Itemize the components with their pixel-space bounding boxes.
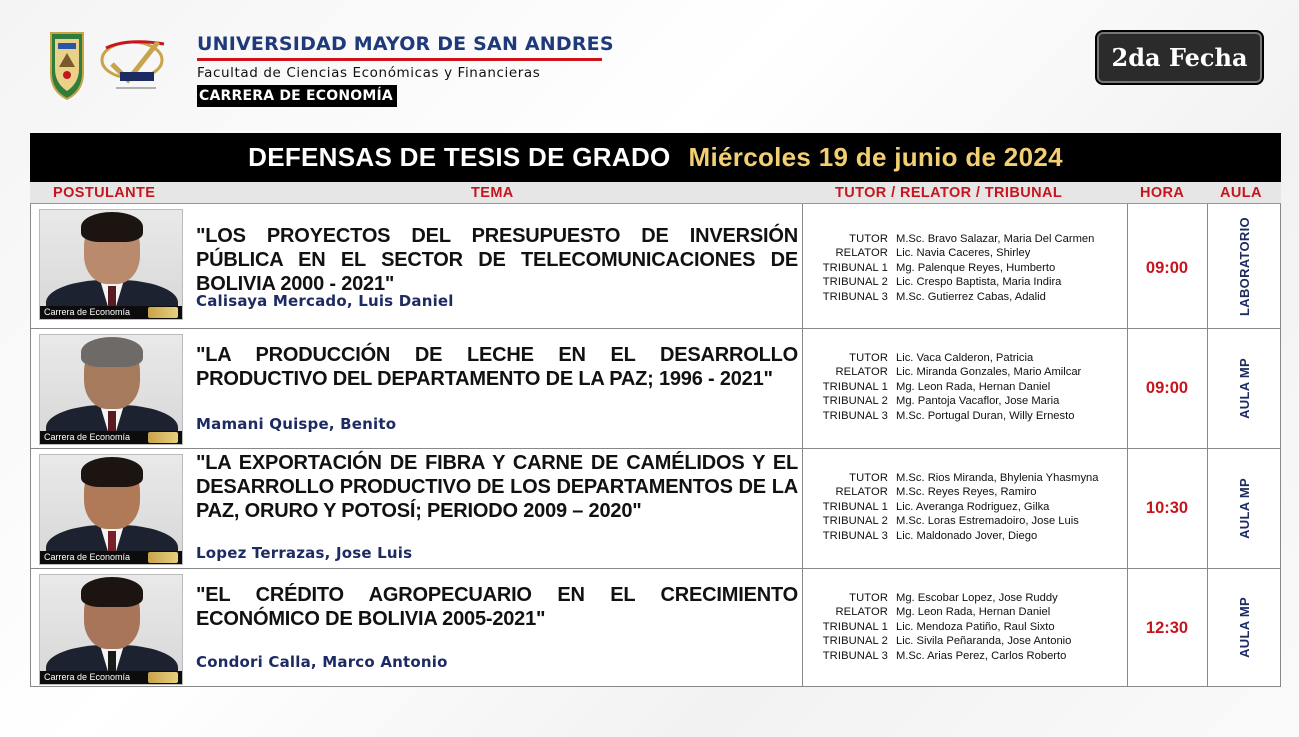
university-underline	[197, 58, 602, 61]
thesis-topic	[196, 451, 798, 523]
committee-role: RELATOR	[835, 486, 888, 499]
committee-role: TRIBUNAL 3	[822, 290, 888, 303]
candidate-photo	[39, 574, 183, 685]
committee-list	[803, 591, 1127, 663]
thesis-topic	[196, 343, 798, 391]
candidate-photo	[39, 454, 183, 565]
table-row	[31, 204, 1280, 328]
committee-member-name: Lic. Mendoza Patiño, Raul Sixto	[896, 620, 1055, 633]
column-headers	[30, 182, 1281, 204]
photo-logo-icon	[148, 552, 178, 563]
fecha-badge: 2da Fecha	[1095, 30, 1264, 85]
candidate-name: Condori Calla, Marco Antonio	[196, 653, 448, 671]
committee-list	[803, 232, 1127, 304]
committee-role: TRIBUNAL 1	[822, 380, 888, 393]
committee-row	[803, 246, 1127, 260]
committee-role: TRIBUNAL 3	[822, 529, 888, 542]
committee-member-name: Mg. Palenque Reyes, Humberto	[896, 261, 1056, 274]
committee-row	[803, 380, 1127, 394]
defense-time: 09:00	[1145, 259, 1189, 277]
defense-room	[1208, 569, 1281, 686]
committee-member-name: Lic. Maldonado Jover, Diego	[896, 529, 1038, 542]
committee-row	[803, 634, 1127, 648]
committee-row	[803, 605, 1127, 619]
thesis-schedule-table	[30, 133, 1281, 688]
defense-room	[1208, 449, 1281, 568]
committee-role: TUTOR	[849, 472, 888, 484]
title-bar	[30, 133, 1281, 182]
room-label: LABORATORIO	[1237, 216, 1252, 316]
committee-role: TRIBUNAL 1	[822, 620, 888, 633]
thesis-title: "EL CRÉDITO AGROPECUARIO EN EL CRECIMIENTO ECONÓMICO DE BOLIVIA 2005-2021"	[196, 584, 798, 630]
committee-member-name: Lic. Crespo Baptista, Maria Indira	[896, 276, 1062, 289]
committee-row	[803, 365, 1127, 379]
committee-role: TRIBUNAL 2	[822, 276, 888, 289]
committee-row	[803, 529, 1127, 543]
economia-logo	[98, 34, 172, 92]
committee-member-name: Mg. Leon Rada, Hernan Daniel	[896, 606, 1051, 619]
committee-row	[803, 500, 1127, 514]
committee-role: TRIBUNAL 3	[822, 649, 888, 662]
career-name: CARRERA DE ECONOMÍA	[197, 85, 397, 107]
defense-room	[1208, 329, 1281, 448]
committee-role: TRIBUNAL 2	[822, 635, 888, 648]
photo-logo-icon	[148, 307, 178, 318]
committee-row	[803, 275, 1127, 289]
table-body	[30, 204, 1281, 687]
photo-caption: Carrera de Economía	[40, 671, 182, 684]
committee-row	[803, 394, 1127, 408]
page-header	[0, 0, 1299, 125]
table-row	[31, 568, 1280, 686]
committee-row	[803, 485, 1127, 499]
candidate-photo	[39, 334, 183, 445]
page-title: DEFENSAS DE TESIS DE GRADO	[248, 142, 671, 172]
university-name: UNIVERSIDAD MAYOR DE SAN ANDRES	[197, 33, 614, 55]
col-header-postulante: POSTULANTE	[53, 185, 156, 201]
thesis-title: "LA PRODUCCIÓN DE LECHE EN EL DESARROLLO PRODUCTIVO DEL DEPARTAMENTO DE LA PAZ; 1996 - 2021"	[196, 344, 798, 390]
committee-member-name: M.Sc. Portugal Duran, Willy Ernesto	[896, 409, 1075, 422]
committee-row	[803, 649, 1127, 663]
committee-role: RELATOR	[835, 366, 888, 379]
committee-member-name: Mg. Leon Rada, Hernan Daniel	[896, 380, 1051, 393]
committee-row	[803, 409, 1127, 423]
faculty-name: Facultad de Ciencias Económicas y Financieras	[197, 65, 541, 81]
committee-row	[803, 620, 1127, 634]
umsa-crest-logo	[47, 29, 87, 101]
room-label: AULA MP	[1237, 358, 1252, 419]
photo-caption: Carrera de Economía	[40, 551, 182, 564]
committee-row	[803, 471, 1127, 485]
committee-member-name: Lic. Vaca Calderon, Patricia	[896, 352, 1034, 364]
committee-row	[803, 290, 1127, 304]
committee-member-name: M.Sc. Rios Miranda, Bhylenia Yhasmyna	[896, 472, 1099, 484]
col-header-tutor: TUTOR / RELATOR / TRIBUNAL	[835, 185, 1063, 201]
defense-room	[1208, 204, 1281, 328]
committee-role: RELATOR	[835, 606, 888, 619]
committee-member-name: M.Sc. Loras Estremadoiro, Jose Luis	[896, 515, 1079, 528]
committee-member-name: M.Sc. Gutierrez Cabas, Adalid	[896, 290, 1046, 303]
committee-list	[803, 471, 1127, 543]
committee-member-name: M.Sc. Arias Perez, Carlos Roberto	[896, 649, 1067, 662]
committee-row	[803, 591, 1127, 605]
thesis-title: "LA EXPORTACIÓN DE FIBRA Y CARNE DE CAMÉLIDOS Y EL DESARROLLO PRODUCTIVO DE LOS DEPARTAMENTOS DE LA PAZ, ORURO Y POTOSÍ; PERIODO 2009 – 2020"	[196, 452, 798, 522]
candidate-photo	[39, 209, 183, 320]
candidate-name: Calisaya Mercado, Luis Daniel	[196, 292, 454, 310]
committee-member-name: Mg. Pantoja Vacaflor, Jose Maria	[896, 395, 1060, 408]
table-row	[31, 328, 1280, 448]
committee-member-name: Lic. Miranda Gonzales, Mario Amilcar	[896, 366, 1082, 379]
candidate-name: Mamani Quispe, Benito	[196, 415, 397, 433]
committee-member-name: M.Sc. Bravo Salazar, Maria Del Carmen	[896, 233, 1095, 245]
defense-time: 12:30	[1145, 619, 1189, 637]
thesis-title: "LOS PROYECTOS DEL PRESUPUESTO DE INVERSIÓN PÚBLICA EN EL SECTOR DE TELECOMUNICACIONES DE BOLIVIA 2000 - 2021"	[196, 225, 798, 295]
committee-role: TRIBUNAL 2	[822, 395, 888, 408]
committee-row	[803, 232, 1127, 246]
committee-role: TRIBUNAL 1	[822, 500, 888, 513]
committee-member-name: Lic. Sivila Peñaranda, Jose Antonio	[896, 635, 1072, 648]
room-label: AULA MP	[1237, 597, 1252, 658]
committee-member-name: Lic. Navia Caceres, Shirley	[896, 247, 1031, 260]
committee-row	[803, 514, 1127, 528]
committee-member-name: M.Sc. Reyes Reyes, Ramiro	[896, 486, 1037, 499]
defense-time: 10:30	[1145, 499, 1189, 517]
committee-row	[803, 351, 1127, 365]
col-header-tema: TEMA	[471, 185, 514, 201]
committee-list	[803, 351, 1127, 423]
photo-caption: Carrera de Economía	[40, 306, 182, 319]
candidate-name: Lopez Terrazas, Jose Luis	[196, 544, 413, 562]
committee-role: TRIBUNAL 1	[822, 261, 888, 274]
photo-logo-icon	[148, 672, 178, 683]
committee-role: TRIBUNAL 2	[822, 515, 888, 528]
thesis-topic	[196, 583, 798, 631]
photo-logo-icon	[148, 432, 178, 443]
col-header-hora: HORA	[1140, 185, 1185, 201]
photo-caption: Carrera de Economía	[40, 431, 182, 444]
committee-role: RELATOR	[835, 247, 888, 260]
committee-member-name: Mg. Escobar Lopez, Jose Ruddy	[896, 592, 1058, 604]
room-label: AULA MP	[1237, 478, 1252, 539]
committee-role: TUTOR	[849, 592, 888, 604]
table-row	[31, 448, 1280, 568]
committee-role: TUTOR	[849, 233, 888, 245]
committee-member-name: Lic. Averanga Rodriguez, Gilka	[896, 500, 1050, 513]
thesis-topic	[196, 224, 798, 296]
committee-row	[803, 261, 1127, 275]
committee-role: TRIBUNAL 3	[822, 409, 888, 422]
university-block	[197, 33, 614, 107]
event-date: Miércoles 19 de junio de 2024	[688, 142, 1063, 172]
committee-role: TUTOR	[849, 352, 888, 364]
defense-time: 09:00	[1145, 379, 1189, 397]
col-header-aula: AULA	[1220, 185, 1262, 201]
